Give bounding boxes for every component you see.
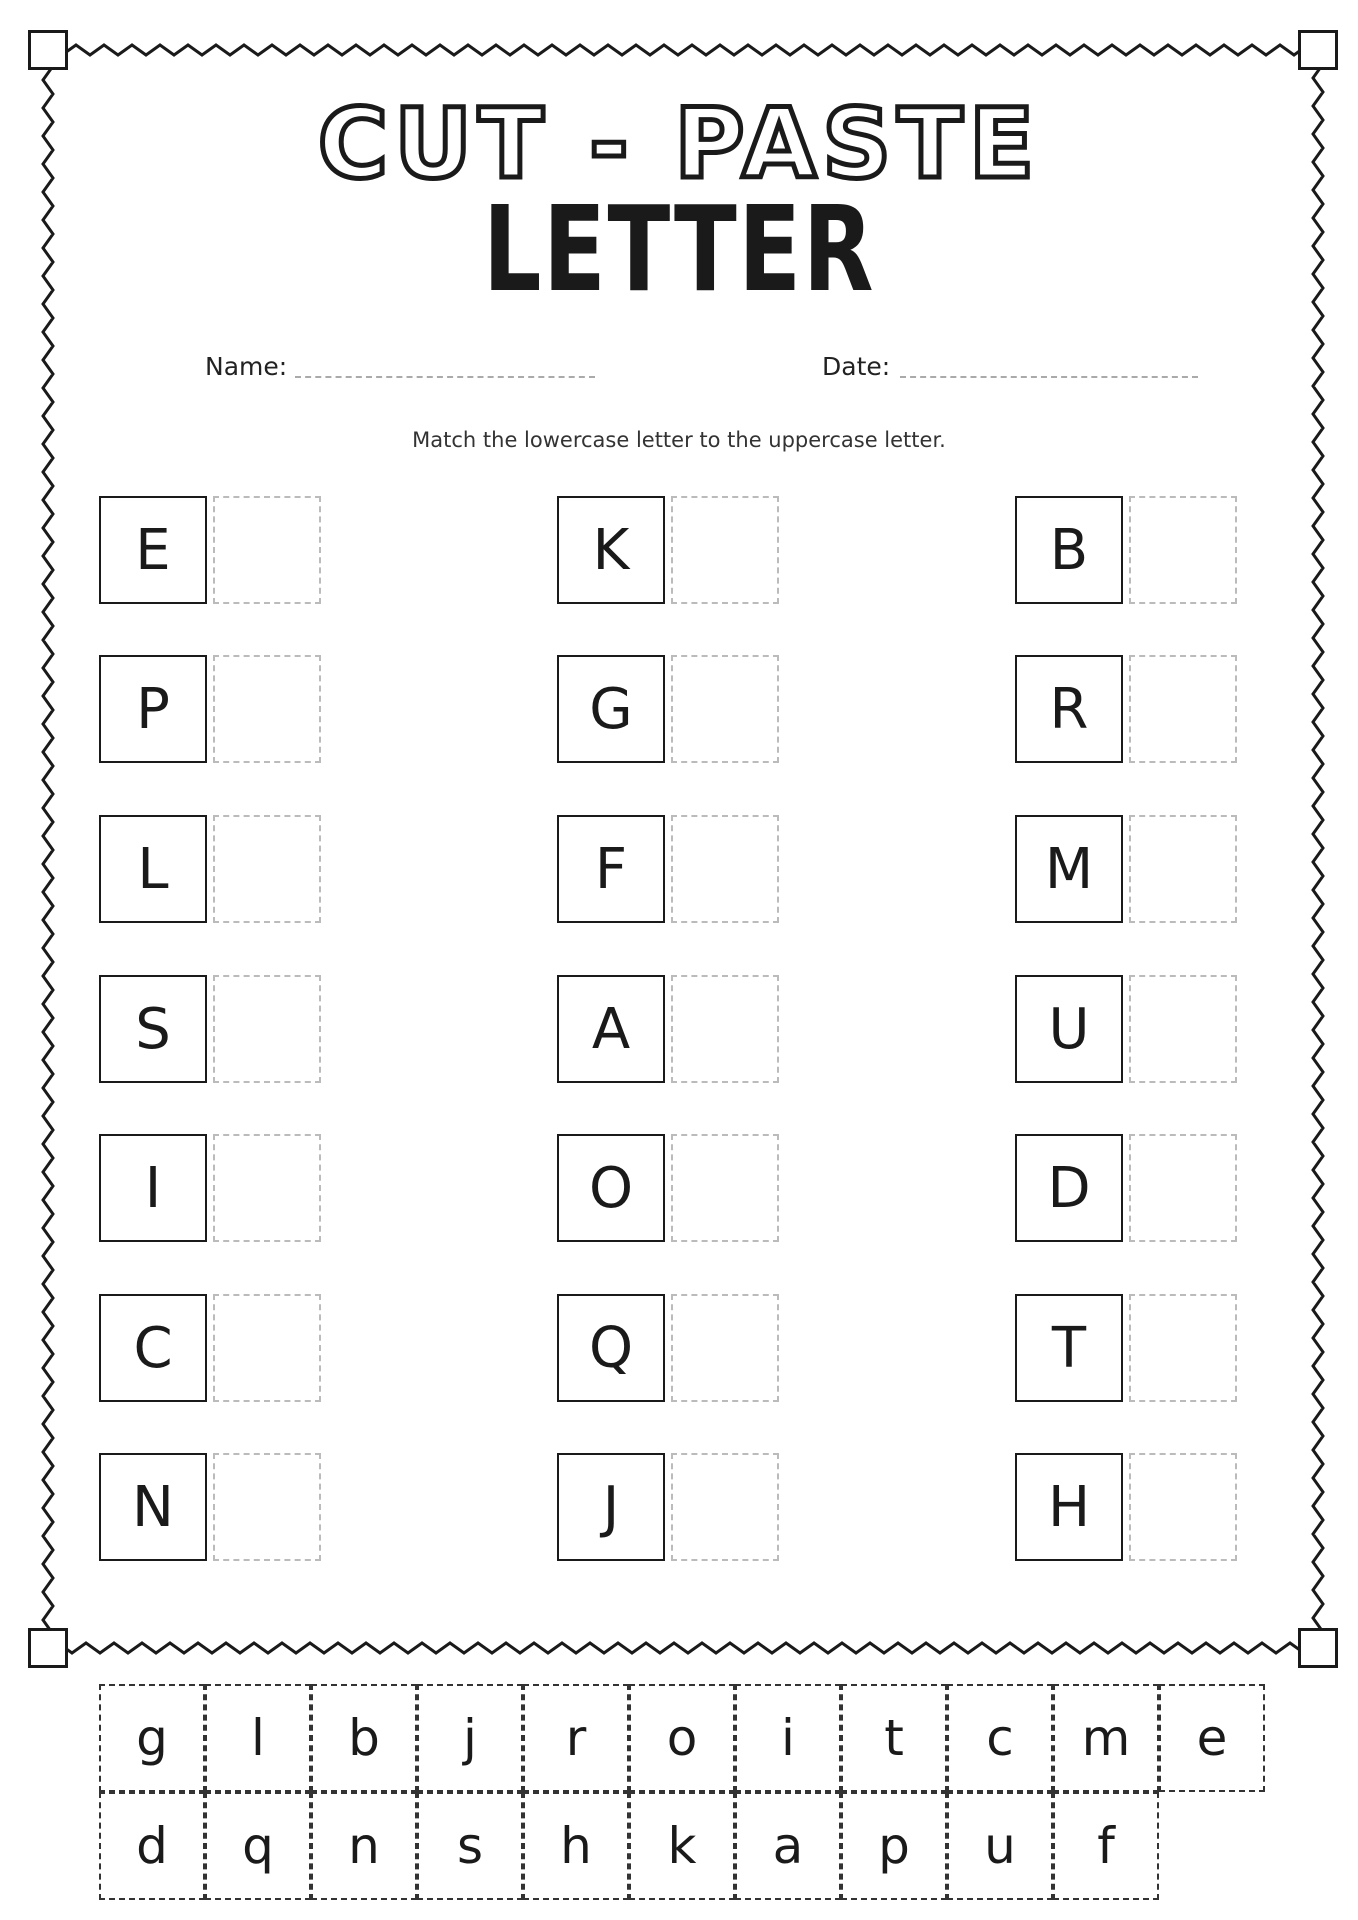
paste-slot[interactable] [213,496,321,604]
uppercase-letter-box: Q [557,1294,665,1402]
match-pair [557,1134,779,1242]
cutout-letter[interactable]: f [1053,1792,1159,1900]
uppercase-letter-box: D [1015,1134,1123,1242]
uppercase-letter-box: C [99,1294,207,1402]
paste-slot[interactable] [213,655,321,763]
uppercase-letter-box: P [99,655,207,763]
match-pair [99,975,321,1083]
instruction-text: Match the lowercase letter to the uppercase letter. [412,428,946,452]
match-pair [99,1453,321,1561]
match-pair [1015,975,1237,1083]
match-pair [557,1453,779,1561]
paste-slot[interactable] [213,1134,321,1242]
uppercase-letter-box: F [557,815,665,923]
uppercase-letter-box: A [557,975,665,1083]
border-corner-bottom-left [28,1628,68,1668]
cutout-letter[interactable]: d [99,1792,205,1900]
cutout-letter[interactable]: t [841,1684,947,1792]
match-pair [99,655,321,763]
uppercase-letter-box: E [99,496,207,604]
match-pair [1015,815,1237,923]
paste-slot[interactable] [671,655,779,763]
cutout-letter[interactable]: e [1159,1684,1265,1792]
cutout-letter[interactable]: g [99,1684,205,1792]
match-pair [99,1134,321,1242]
paste-slot[interactable] [1129,1453,1237,1561]
uppercase-letter-box: J [557,1453,665,1561]
uppercase-letter-box: O [557,1134,665,1242]
cutout-letter[interactable]: k [629,1792,735,1900]
cutout-letter[interactable]: m [1053,1684,1159,1792]
match-pair [557,815,779,923]
cutout-letter[interactable]: h [523,1792,629,1900]
paste-slot[interactable] [671,1294,779,1402]
date-field[interactable] [900,376,1198,378]
title-letter: LETTER [482,180,876,318]
match-pair [99,1294,321,1402]
cutout-letter[interactable]: b [311,1684,417,1792]
paste-slot[interactable] [1129,655,1237,763]
match-pair [1015,1134,1237,1242]
match-pair [557,655,779,763]
cutout-letter[interactable]: l [205,1684,311,1792]
paste-slot[interactable] [1129,1134,1237,1242]
cutout-letter[interactable]: u [947,1792,1053,1900]
cutout-letter[interactable]: q [205,1792,311,1900]
uppercase-letter-box: S [99,975,207,1083]
uppercase-letter-box: M [1015,815,1123,923]
cutout-letter[interactable]: i [735,1684,841,1792]
paste-slot[interactable] [1129,815,1237,923]
name-field[interactable] [295,376,595,378]
cutout-letter[interactable]: a [735,1792,841,1900]
border-corner-bottom-right [1298,1628,1338,1668]
border-corner-top-left [28,30,68,70]
match-pair [99,815,321,923]
uppercase-letter-box: T [1015,1294,1123,1402]
uppercase-letter-box: R [1015,655,1123,763]
paste-slot[interactable] [1129,1294,1237,1402]
match-pair [1015,655,1237,763]
paste-slot[interactable] [671,496,779,604]
uppercase-letter-box: N [99,1453,207,1561]
match-pair [1015,496,1237,604]
paste-slot[interactable] [213,815,321,923]
cutout-letter[interactable]: o [629,1684,735,1792]
paste-slot[interactable] [213,975,321,1083]
match-pair [1015,1453,1237,1561]
match-pair [557,975,779,1083]
paste-slot[interactable] [671,1134,779,1242]
uppercase-letter-box: I [99,1134,207,1242]
cutout-letter[interactable]: n [311,1792,417,1900]
match-pair [1015,1294,1237,1402]
match-pair [557,496,779,604]
title-cut-paste: CUT - PASTE [317,88,1041,200]
cutout-letter[interactable]: p [841,1792,947,1900]
paste-slot[interactable] [671,975,779,1083]
paste-slot[interactable] [1129,975,1237,1083]
uppercase-letter-box: B [1015,496,1123,604]
name-label: Name: [205,352,288,381]
uppercase-letter-box: L [99,815,207,923]
cutout-letter[interactable]: s [417,1792,523,1900]
match-pair [99,496,321,604]
uppercase-letter-box: G [557,655,665,763]
uppercase-letter-box: U [1015,975,1123,1083]
uppercase-letter-box: K [557,496,665,604]
cutout-letter[interactable]: c [947,1684,1053,1792]
paste-slot[interactable] [671,1453,779,1561]
match-pair [557,1294,779,1402]
paste-slot[interactable] [1129,496,1237,604]
uppercase-letter-box: H [1015,1453,1123,1561]
paste-slot[interactable] [213,1294,321,1402]
cutout-letter[interactable]: j [417,1684,523,1792]
cutout-letter[interactable]: r [523,1684,629,1792]
paste-slot[interactable] [213,1453,321,1561]
date-label: Date: [822,352,891,381]
border-corner-top-right [1298,30,1338,70]
paste-slot[interactable] [671,815,779,923]
